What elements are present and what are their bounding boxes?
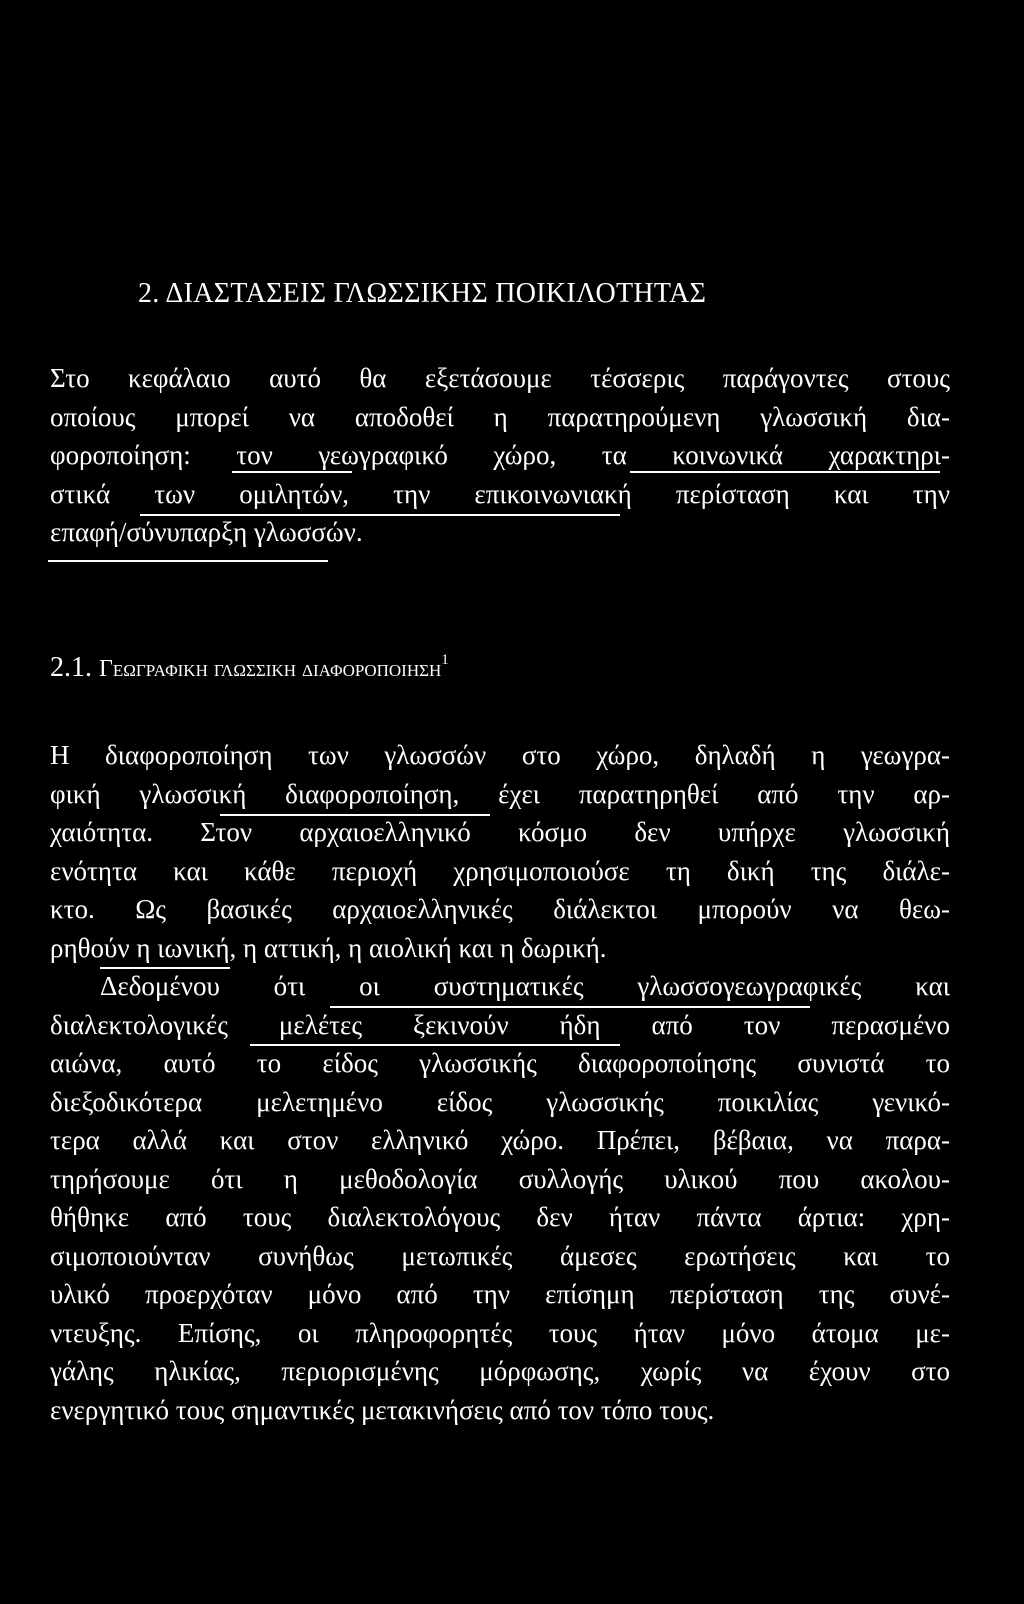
text-line: οποίους μπορεί να αποδοθεί η παρατηρούμενη γλωσσική δια-: [50, 401, 950, 432]
handwritten-underline: [220, 814, 490, 816]
text-line: θήθηκε από τους διαλεκτολόγους δεν ήταν πάντα άρτια: χρη-: [50, 1202, 950, 1232]
handwritten-underline: [100, 967, 230, 969]
text-line: φική γλωσσική διαφοροποίηση, έχει παρατηρηθεί από την αρ-: [50, 778, 950, 809]
text-line: επαφή/σύνυπαρξη γλωσσών.: [50, 517, 363, 547]
text-line: διεξοδικότερα μελετημένο είδος γλωσσικής ποικιλίας γενικό-: [50, 1086, 950, 1117]
handwritten-underline: [48, 560, 328, 562]
text-line: ενεργητικό τους σημαντικές μετακινήσεις από τον τόπο τους.: [50, 1394, 715, 1425]
handwritten-underline: [630, 471, 940, 473]
handwritten-underline: [232, 471, 352, 473]
text-line: στικά των ομιλητών, την επικοινωνιακή περίσταση και την: [50, 478, 950, 509]
text-line: ρηθούν η ιωνική, η αττική, η αιολική και η δωρική.: [50, 932, 607, 963]
footnote-marker: 1: [441, 652, 449, 668]
text-line: κτο. Ως βασικές αρχαιοελληνικές διάλεκτοι μπορούν να θεω-: [50, 894, 950, 924]
text-line: χαιότητα. Στον αρχαιοελληνικό κόσμο δεν υπήρχε γλωσσική: [50, 817, 950, 847]
text-line: ενότητα και κάθε περιοχή χρησιμοποιούσε τη δική της διάλε-: [50, 855, 950, 886]
text-line: Δεδομένου ότι οι συστηματικές γλωσσογεωγραφικές και: [100, 971, 950, 1001]
text-line: γάλης ηλικίας, περιορισμένης μόρφωσης, χωρίς να έχουν στο: [50, 1356, 950, 1386]
body-paragraph: [50, 736, 950, 1429]
handwritten-underline: [330, 1006, 810, 1008]
text-line: φοροποίηση: τον γεωγραφικό χώρο, τα κοινωνικά χαρακτηρι-: [50, 440, 950, 470]
text-line: διαλεκτολογικές μελέτες ξεκινούν ήδη από τον περασμένο: [50, 1009, 950, 1040]
text-line: αιώνα, αυτό το είδος γλωσσικής διαφοροποίησης συνιστά το: [50, 1048, 950, 1078]
section-number: 2.1.: [50, 652, 92, 683]
text-line: Η διαφοροποίηση των γλωσσών στο χώρο, δηλαδή η γεωγρα-: [50, 740, 950, 770]
section-heading: [50, 652, 449, 684]
handwritten-underline: [140, 514, 620, 516]
text-line: σιμοποιούνταν συνήθως μετωπικές άμεσες ερωτήσεις και το: [50, 1240, 950, 1271]
text-line: υλικό προερχόταν μόνο από την επίσημη περίσταση της συνέ-: [50, 1279, 950, 1309]
intro-paragraph: [50, 359, 950, 552]
text-line: ντευξης. Επίσης, οι πληροφορητές τους ήταν μόνο άτομα με-: [50, 1317, 950, 1348]
text-line: Στο κεφάλαιο αυτό θα εξετάσουμε τέσσερις παράγοντες στους: [50, 363, 950, 393]
text-line: τερα αλλά και στον ελληνικό χώρο. Πρέπει, βέβαια, να παρα-: [50, 1125, 950, 1155]
chapter-title: 2. ΔΙΑΣΤΑΣΕΙΣ ΓΛΩΣΣΙΚΗΣ ΠΟΙΚΙΛΟΤΗΤΑΣ: [138, 278, 707, 309]
text-line: τηρήσουμε ότι η μεθοδολογία συλλογής υλικού που ακολου-: [50, 1163, 950, 1194]
section-title: Γεωγραφικη γλωσσικη διαφοροποιηση: [99, 656, 442, 682]
handwritten-underline: [250, 1044, 620, 1046]
